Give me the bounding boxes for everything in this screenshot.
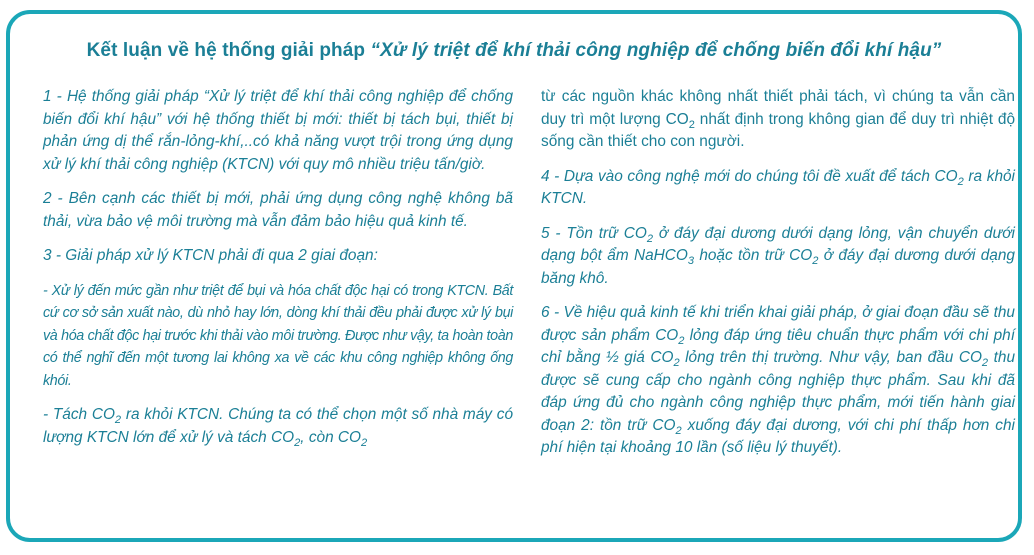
subscript: 2: [675, 424, 682, 437]
conclusion-box: [6, 10, 1022, 542]
subscript: 2: [646, 232, 653, 245]
title-prefix: Kết luận về hệ thống giải pháp: [86, 40, 371, 61]
subscript: 2: [361, 436, 368, 449]
text-span: ra khỏi KTCN.: [541, 167, 1015, 207]
paragraph-3: 3 - Giải pháp xử lý KTCN phải đi qua 2 giai đoạn:: [43, 247, 378, 264]
paragraph-1: 1 - Hệ thống giải pháp “Xử lý triệt để khí thải công nghiệp để chống biến đổi khí hậu” với hệ thống thiết bị mới: thiết bị tách bụi, thiết bị phản ứng dị thể rắn-lỏng-khí,..có khả năng vượt trội trong ứng dụng xử lý khí thải công nghiệp (KTCN) với quy mô nhiều triệu tấn/giờ.: [43, 88, 513, 173]
text-span: hoặc tồn trữ CO: [694, 247, 813, 264]
subscript: 2: [688, 118, 695, 131]
text-span: 4 - Dựa vào công nghệ mới do chúng tôi đề xuất để tách CO: [541, 167, 958, 185]
subscript: 2: [114, 414, 122, 426]
text-span: ở đáy đại dương dưới dạng băng khô.: [541, 247, 1015, 287]
text-span: lỏng đáp ứng tiêu chuẩn thực phẩm với chi phí chỉ bằng ½ giá CO: [541, 326, 1015, 366]
text-span: lỏng trên thị trường. Như vậy, ban đầu CO: [679, 349, 982, 366]
paragraph-6: [541, 302, 1015, 460]
text-span: - Tách CO: [43, 406, 115, 423]
text-span: ra khỏi KTCN. Chúng ta có thể chọn một số nhà máy có lượng KTCN lớn để xử lý và tách CO: [43, 406, 513, 446]
subscript: 2: [678, 334, 685, 347]
text-span: 5 - Tồn trữ CO: [541, 224, 647, 242]
subscript: 2: [294, 436, 301, 449]
text-span: nhất định trong không gian để duy trì nhiệt độ sống cần thiết cho con người.: [541, 110, 1016, 150]
subscript: 2: [673, 357, 680, 369]
paragraph-4: [541, 166, 1015, 211]
paragraph-stage-2: [43, 404, 513, 449]
text-span: ở đáy đại dương dưới dạng lỏng, vận chuyển dưới dạng bột ẩm NaHCO: [541, 224, 1015, 264]
text-span: thu được sẽ cung cấp cho ngành công nghiệp thực phẩm. Sau khi đã đáp ứng đủ cho ngành công nghiệp thực phẩm, mới tiến hành giai đoạn 2: tồn trữ CO: [541, 349, 1016, 434]
text-span: xuống đáy đại dương, với chi phí thấp hơn chi phí hiện tại khoảng 10 lần (số liệu lý thuyết).: [541, 416, 1015, 456]
paragraph-stage-1: - Xử lý đến mức gần như triệt để bụi và hóa chất độc hại có trong KTCN. Bất cứ cơ sở sản xuất nào, dù nhỏ hay lớn, dòng khí thải đều phải được xử lý bụi và hóa chất độc hại trước khi thải vào môi trường. Được như vậy, ta hoàn toàn có thể nghĩ đến một tương lai không xa về các khu công nghiệp không ống khói.: [43, 282, 513, 389]
text-span: , còn CO: [300, 428, 362, 446]
right-column: [541, 86, 1015, 472]
left-column: [43, 86, 513, 461]
box-title: [10, 40, 1018, 62]
paragraph-continued: [541, 86, 1015, 154]
subscript: 2: [981, 357, 989, 369]
subscript: 2: [812, 255, 819, 267]
subscript: 2: [957, 175, 964, 188]
text-span: 6 - Về hiệu quả kinh tế khi triển khai giải pháp, ở giai đoạn đầu sẽ thu được sản phẩm CO: [541, 304, 1015, 344]
subscript: 3: [687, 255, 694, 267]
paragraph-2: 2 - Bên cạnh các thiết bị mới, phải ứng dụng công nghệ không bã thải, vừa bảo vệ môi trường mà vẫn đảm bảo hiệu quả kinh tế.: [43, 190, 513, 230]
paragraph-5: [541, 223, 1015, 291]
text-span: từ các nguồn khác không nhất thiết phải tách, vì chúng ta vẫn cần duy trì một lượng CO: [541, 88, 1015, 128]
title-emphasis: “Xử lý triệt để khí thải công nghiệp để chống biến đổi khí hậu”: [370, 40, 942, 61]
